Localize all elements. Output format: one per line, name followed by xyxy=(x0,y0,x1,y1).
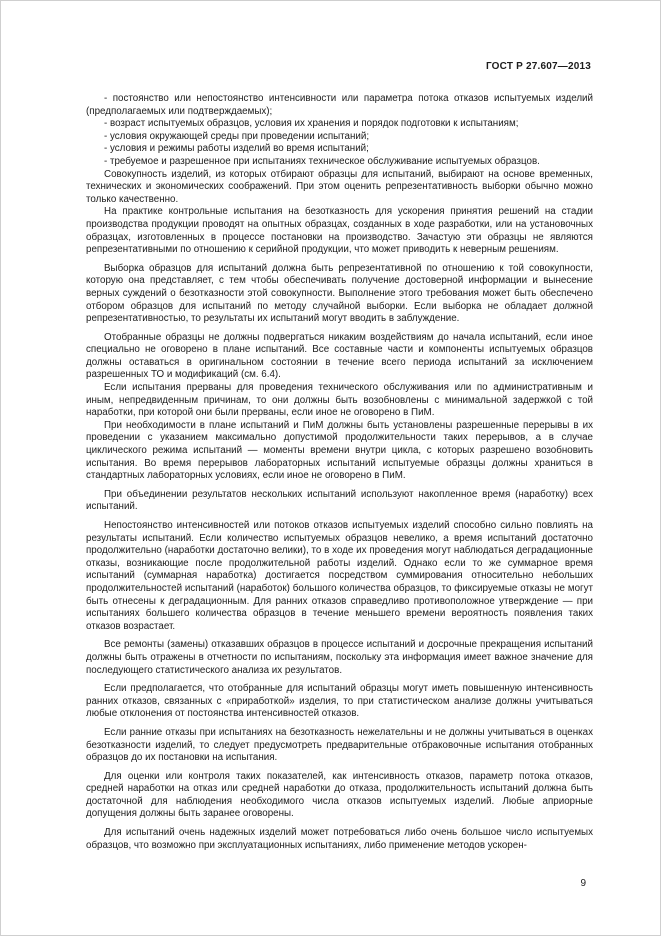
paragraph: Для испытаний очень надежных изделий может потребоваться либо очень большое число испытуемых образцов, что возможно при эксплуатационных испытаниях, либо применение методов ускорен- xyxy=(86,827,593,851)
page-number: 9 xyxy=(580,878,586,889)
list-item: - возраст испытуемых образцов, условия их хранения и порядок подготовки к испытаниям; xyxy=(104,118,519,130)
paragraph: Для оценки или контроля таких показателей, как интенсивность отказов, параметр потока отказов, средней наработки на отказ или средней наработки до отказа, продолжительность испытаний должна быть достаточной для наблюдения необходимого числа отказов испытуемых изделий. Любые априорные допущения должны быть заранее оговорены. xyxy=(86,770,593,820)
paragraph: Если предполагается, что отобранные для испытаний образцы могут иметь повышенную интенсивность ранних отказов, связанных с «приработкой» изделия, то при статистическом анализе должны учитываться любые отклонения от постоянства интенсивностей отказов. xyxy=(86,683,593,720)
paragraph: При объединении результатов нескольких испытаний используют накопленное время (наработку) всех испытаний. xyxy=(86,488,593,513)
list-item: - постоянство или непостоянство интенсивности или параметра потока отказов испытуемых изделий (предполагаемых или подтверждаемых); xyxy=(86,93,593,117)
paragraph: Если ранние отказы при испытаниях на безотказность нежелательны и не должны учитываться в оценках безотказности изделий, то следует предусмотреть предварительные отбраковочные испытания отобранных образцов до их постановки на испытания. xyxy=(86,726,593,764)
paragraph: Непостоянство интенсивностей или потоков отказов испытуемых изделий способно сильно повлиять на результаты испытаний. Если количество испытуемых образцов невелико, а время испытаний достаточно продолжительно (наработки достаточно велики), то в ходе их проведения могут наблюдаться деградационные отказы, возникающие после продолжительной работы изделий. Однако если то же суммарное время испытаний (суммарная наработка) достигается посредством суммирования относительно небольших продолжительностей испытаний (наработок) большого количества образцов, то фиксируемые отказы не могут быть отнесены к деградационным. Для ранних отказов справедливо противоположное утверждение — при испытаниях большего количества образцов в течение меньшего времени вероятность появления таких отказов возрастает. xyxy=(86,520,593,632)
list-item: - требуемое и разрешенное при испытаниях техническое обслуживание испытуемых образцов. xyxy=(104,155,540,167)
paragraph: Выборка образцов для испытаний должна быть репрезентативной по отношению к той совокупности, которую она представляет, с тем чтобы обеспечивать получение достоверной информации и вынесение верных суждений о безотказности этой совокупности. Выполнение этого требования может быть обеспечено отбором образцов для испытаний по методу случайной выборки. Если выборка не обладает должной репрезентативностью, то результаты их испытаний могут вводить в заблуждение. xyxy=(86,262,593,325)
paragraph: Все ремонты (замены) отказавших образцов в процессе испытаний и досрочные прекращения испытаний должны быть отражены в отчетности по испытаниям, поскольку эта информация имеет важное значение для последующего статистического анализа их результатов. xyxy=(86,639,593,676)
doc-number-header: ГОСТ Р 27.607—2013 xyxy=(485,61,591,72)
document-body xyxy=(86,93,593,852)
paragraph: Если испытания прерваны для проведения технического обслуживания или по административным и иным, непредвиденным причинам, то они должны быть возобновлены с минимальной задержкой с той наработки, при которой они были прерваны, если иное не оговорено в ПиМ. xyxy=(86,382,593,419)
paragraph: На практике контрольные испытания на безотказность для ускорения принятия решений на стадии производства продукции проводят на опытных образцах, созданных в ходе разработки, или на установочных образцах, изготовленных в процессе постановки на производство. Зачастую эти образцы не являются репрезентативными по отношению к серийной продукции, что может приводить к неверным решениям. xyxy=(86,206,593,256)
list-item: - условия и режимы работы изделий во время испытаний; xyxy=(104,143,369,155)
paragraph: При необходимости в плане испытаний и ПиМ должны быть установлены разрешенные перерывы в их проведении с указанием максимально допустимой продолжительности таких перерывов, а в случае циклического режима испытаний — моменты времени внутри цикла, с которых разрешено возобновить испытания. Во время перерывов лабораторных испытаний испытуемые образцы должны храниться в стандартных лабораторных условиях, если иное не оговорено в ПиМ. xyxy=(86,419,593,482)
paragraph: Совокупность изделий, из которых отбирают образцы для испытаний, выбирают на основе временных, технических и экономических соображений. При этом оценить репрезентативность выборки обычно можно только качественно. xyxy=(86,168,593,205)
paragraph: Отобранные образцы не должны подвергаться никаким воздействиям до начала испытаний, если иное специально не оговорено в плане испытаний. Все составные части и компоненты испытуемых образцов должны оставаться в оригинальном состоянии в течение всего периода испытаний за исключением разрешенных ТО и модификаций (см. 6.4). xyxy=(86,331,593,381)
list-item: - условия окружающей среды при проведении испытаний; xyxy=(104,130,370,142)
